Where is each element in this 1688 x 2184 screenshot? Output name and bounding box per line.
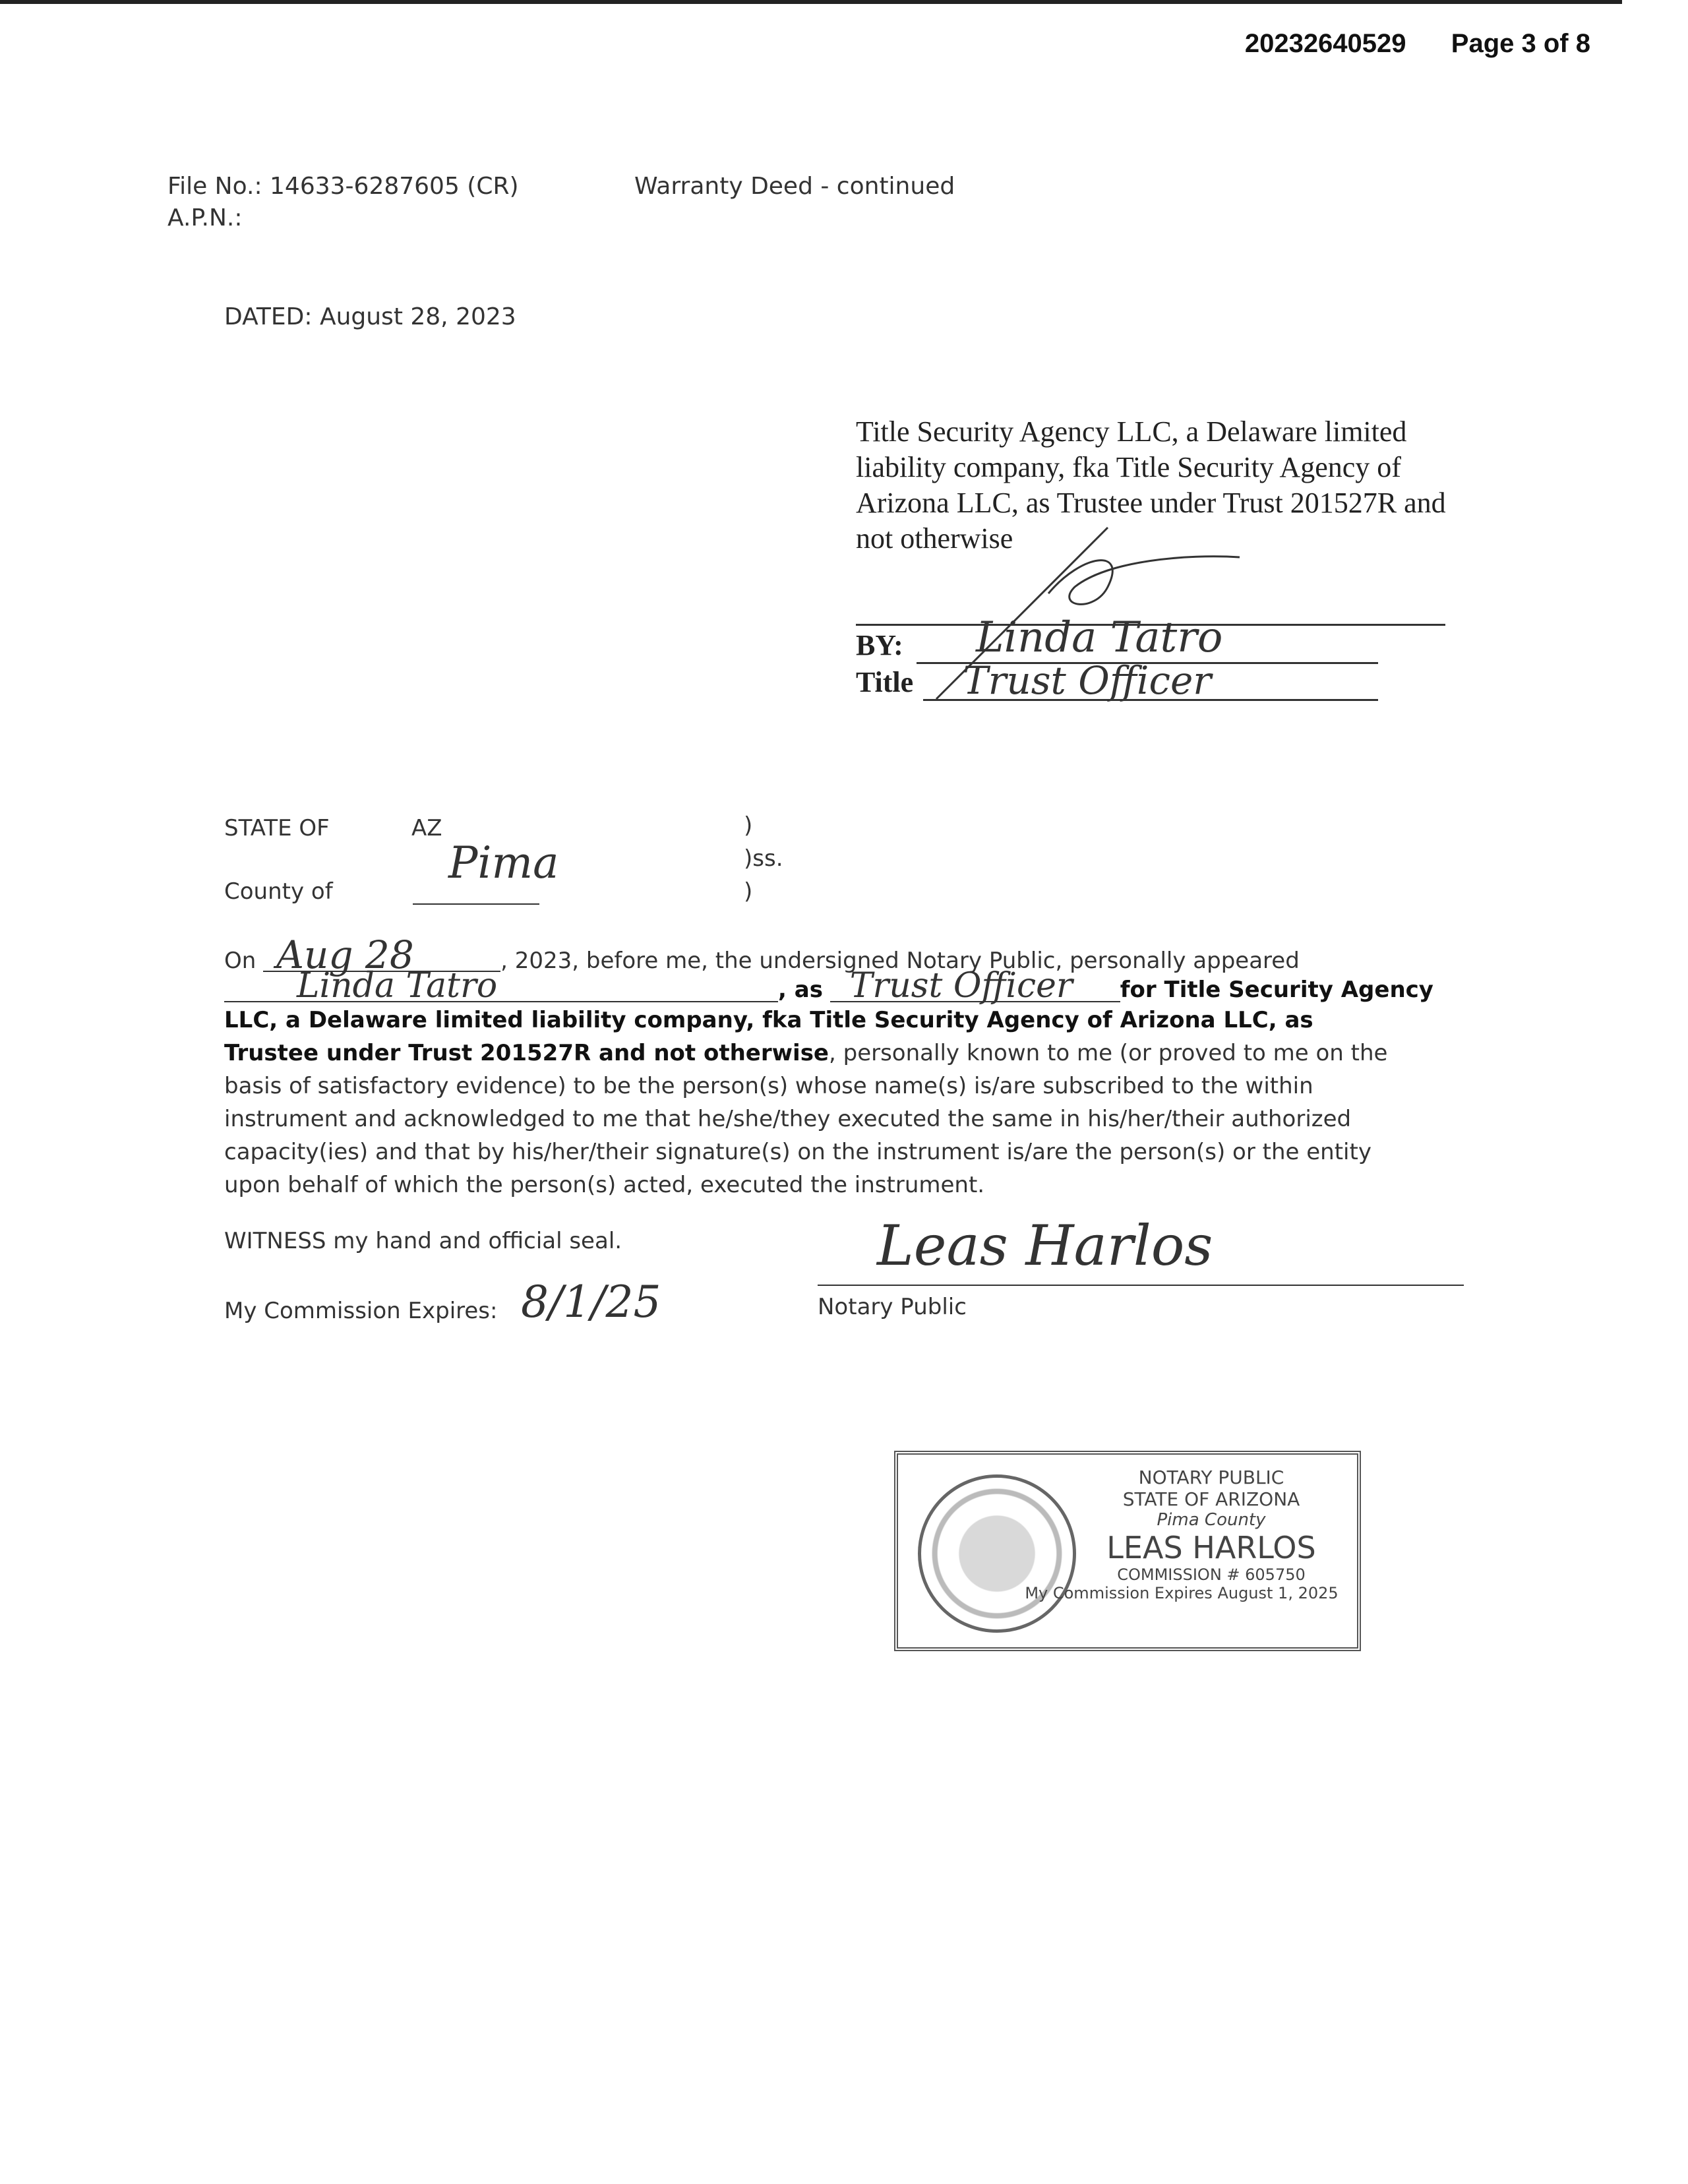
stamp-notary-name: LEAS HARLOS (1106, 1530, 1316, 1565)
as-label: , as (778, 977, 823, 1003)
ack-text: , personally known to me (or proved to me on the (829, 1040, 1388, 1066)
ack-text: instrument and acknowledged to me that he/she/they executed the same in his/her/their authorized (224, 1106, 1352, 1132)
dated-line: DATED: August 28, 2023 (224, 303, 516, 330)
witness-text: WITNESS my hand and official seal. (224, 1228, 622, 1254)
entity-bold-line: LLC, a Delaware limited liability company, fka Title Security Agency of Arizona LLC, as (224, 1007, 1313, 1033)
ack-text: basis of satisfactory evidence) to be the person(s) whose name(s) is/are subscribed to the within (224, 1073, 1313, 1099)
notary-signature: Leas Harlos (877, 1213, 1213, 1278)
entity-bold-line-2: Trustee under Trust 201527R and not otherwise (224, 1040, 829, 1066)
commission-expires-label: My Commission Expires: (224, 1298, 498, 1324)
grantor-line: not otherwise (856, 522, 1013, 555)
appeared-title-handwritten: Trust Officer (830, 971, 1120, 1002)
commission-expires-handwritten: 8/1/25 (521, 1277, 661, 1327)
by-label: BY: (856, 629, 903, 661)
notary-signature-rule (818, 1285, 1464, 1286)
stamp-line: STATE OF ARIZONA (1122, 1488, 1300, 1510)
record-header (1245, 29, 1590, 59)
state-value: AZ (411, 815, 442, 841)
appeared-name-handwritten: Linda Tatro (224, 971, 778, 1002)
state-label: STATE OF (224, 815, 330, 841)
record-number: 20232640529 (1244, 29, 1406, 58)
stamp-line: Pima County (1157, 1510, 1266, 1530)
on-label: On (224, 948, 256, 974)
document-title: Warranty Deed - continued (634, 173, 955, 200)
apn-label: A.P.N.: (167, 204, 243, 231)
file-number: File No.: 14633-6287605 (CR) (167, 173, 519, 200)
ack-paragraph (224, 1004, 1477, 1201)
notary-public-label: Notary Public (818, 1294, 967, 1320)
county-label: County of (224, 878, 333, 905)
for-entity-text: for Title Security Agency (1120, 977, 1433, 1003)
stamp-line: My Commission Expires August 1, 2025 (1025, 1584, 1339, 1602)
county-rule (413, 903, 539, 905)
title-handwritten: Trust Officer (963, 658, 1211, 703)
stamp-line: NOTARY PUBLIC (1138, 1467, 1284, 1488)
top-border-line (0, 0, 1622, 4)
grantor-line: liability company, fka Title Security Agency of (856, 451, 1401, 483)
on-date-handwritten: Aug 28 (263, 939, 500, 972)
grantor-line: Title Security Agency LLC, a Delaware limited (856, 415, 1407, 448)
notary-stamp (894, 1451, 1361, 1651)
ack-line-1-text: , 2023, before me, the undersigned Notary Public, personally appeared (500, 948, 1300, 974)
stamp-text (1025, 1467, 1346, 1602)
page-number: Page 3 of 8 (1451, 29, 1590, 58)
ss-paren-bottom: ) (744, 878, 753, 905)
trustee-signature: Linda Tatro (976, 613, 1223, 662)
state-seal-icon (918, 1474, 1076, 1633)
title-label: Title (856, 666, 914, 698)
ack-text: upon behalf of which the person(s) acted, executed the instrument. (224, 1172, 985, 1198)
ss-label: )ss. (744, 845, 783, 872)
ack-line-2 (224, 966, 1433, 1006)
stamp-line: COMMISSION # 605750 (1117, 1565, 1306, 1584)
county-handwritten: Pima (448, 837, 559, 888)
title-rule (923, 699, 1378, 701)
grantor-line: Arizona LLC, as Trustee under Trust 201527R and (856, 487, 1446, 519)
ack-text: capacity(ies) and that by his/her/their signature(s) on the instrument is/are the person(s) or the entity (224, 1139, 1372, 1165)
ss-paren-top: ) (744, 812, 753, 839)
